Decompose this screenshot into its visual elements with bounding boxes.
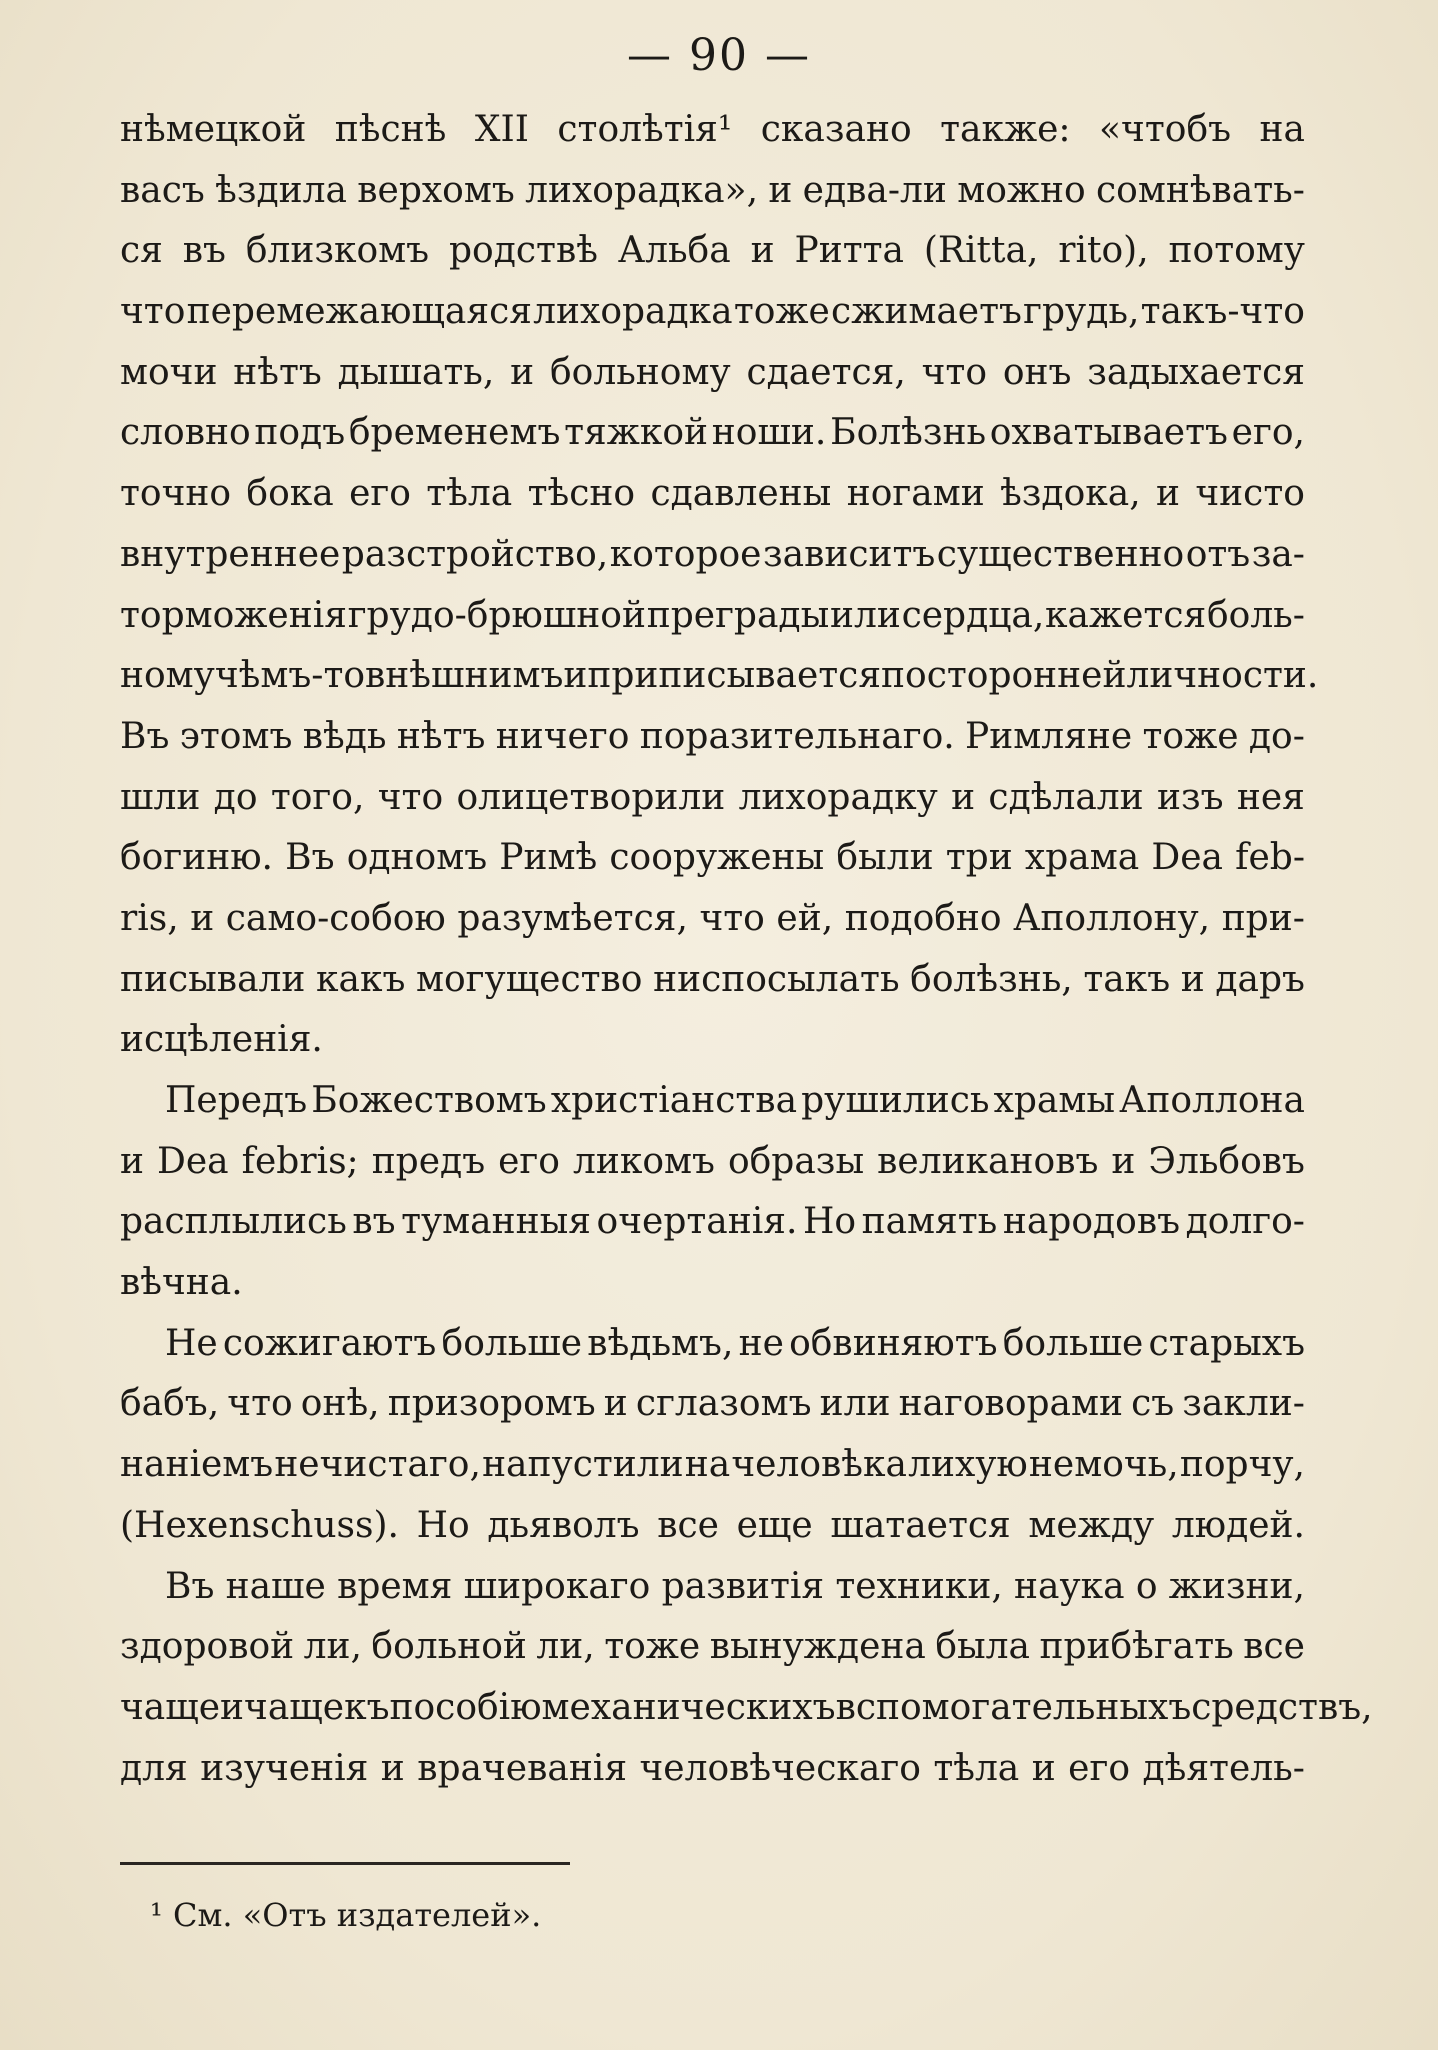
word: охватываетъ <box>989 412 1228 454</box>
word: подъ <box>254 412 346 454</box>
word: сомнѣвать- <box>1095 169 1305 211</box>
word: что <box>699 897 765 939</box>
word: могущество <box>415 958 643 1000</box>
word: васъ <box>120 169 205 211</box>
word: наніемъ <box>120 1444 274 1486</box>
word: предъ <box>371 1140 486 1182</box>
word: народовъ <box>1002 1201 1181 1243</box>
word: что <box>377 776 444 818</box>
word: о <box>1135 1565 1158 1607</box>
word: тоже <box>733 291 830 333</box>
word: нечистаго, <box>274 1444 481 1486</box>
word: боль- <box>1206 594 1305 636</box>
word: онѣ, <box>300 1383 380 1425</box>
word: нѣтъ <box>396 715 486 757</box>
text-line <box>120 1071 1305 1132</box>
word: ѣздока, <box>1000 473 1141 515</box>
text-line <box>120 889 1305 950</box>
word: столѣтія¹ <box>557 109 733 150</box>
word: ноши. <box>711 412 827 454</box>
word: олицетворили <box>456 776 726 818</box>
word: даръ <box>1215 958 1305 1000</box>
word: Римляне <box>965 715 1133 757</box>
text-line <box>120 950 1305 1011</box>
text-line <box>120 1496 1305 1557</box>
text-line <box>120 1435 1305 1496</box>
word: сдѣлали <box>988 776 1144 818</box>
word: вѣдьмъ, <box>587 1322 734 1364</box>
word: закли- <box>1182 1383 1305 1425</box>
word: на <box>684 1444 731 1486</box>
word: задыхается <box>1087 351 1305 393</box>
word: этомъ <box>179 715 293 757</box>
text-line <box>120 403 1305 464</box>
word: сооружены <box>609 837 825 879</box>
text-line <box>120 768 1305 829</box>
text-line <box>120 343 1305 404</box>
word: сдается, <box>746 351 906 393</box>
word: и <box>563 655 588 697</box>
word: кажется <box>1045 594 1207 636</box>
word: больной <box>371 1626 527 1668</box>
word: техники, <box>835 1565 1003 1607</box>
word: порчу, <box>1179 1444 1305 1486</box>
word: или <box>819 1383 891 1425</box>
word: нѣмецкой <box>120 109 307 150</box>
word: личности. <box>1126 655 1319 697</box>
word: Въ <box>165 1565 215 1607</box>
word: зависитъ <box>762 533 936 575</box>
word: внутреннее <box>120 533 341 575</box>
word: вынуждена <box>709 1626 926 1668</box>
word: къ <box>344 1686 390 1728</box>
word: храма <box>1024 837 1140 879</box>
word: что <box>227 1383 293 1425</box>
word: словно <box>120 412 251 454</box>
page-number: — 90 — <box>627 30 811 81</box>
word: христіанства <box>550 1080 798 1121</box>
word: разумѣется, <box>457 897 688 939</box>
word: для <box>120 1747 188 1789</box>
word: исцѣленія. <box>120 1019 323 1061</box>
word: можно <box>957 169 1086 211</box>
text-line <box>120 1010 1305 1071</box>
word: едва-ли <box>802 169 947 211</box>
text-line <box>120 1374 1305 1435</box>
text-line <box>120 1192 1305 1253</box>
word: до <box>213 776 258 818</box>
word: туманныя <box>401 1201 591 1243</box>
word: бременемъ <box>348 412 561 454</box>
word: шатается <box>830 1504 1011 1546</box>
word: широкаго <box>463 1565 651 1607</box>
word: изъ <box>1156 776 1224 818</box>
word: что <box>120 291 186 333</box>
word: его, <box>1231 412 1305 454</box>
word: верхомъ <box>357 169 515 211</box>
word: тѣсно <box>527 473 636 515</box>
word: Не <box>165 1322 218 1364</box>
word: мочи <box>120 351 218 393</box>
word: и <box>750 230 775 272</box>
word: и <box>220 1686 245 1728</box>
word: лихорадку <box>738 776 938 818</box>
text-line <box>120 1253 1305 1314</box>
text-line <box>120 646 1319 707</box>
word: сглазомъ <box>635 1383 812 1425</box>
word: Ритта <box>794 230 904 272</box>
word: старыхъ <box>1148 1322 1305 1364</box>
word: чаще <box>244 1686 345 1728</box>
word: и <box>951 776 976 818</box>
text-line <box>120 161 1305 222</box>
word: шли <box>120 776 201 818</box>
word: напустили <box>482 1444 684 1486</box>
word: Римѣ <box>499 837 598 879</box>
word: наше <box>225 1565 326 1607</box>
word: бока <box>246 473 334 515</box>
word: Аполлону, <box>1013 897 1211 939</box>
word: ничего <box>495 715 630 757</box>
word: потому <box>1168 230 1305 272</box>
word: болѣзнь, <box>910 958 1073 1000</box>
word: сжимаетъ <box>831 291 1022 333</box>
word: дѣятель- <box>1142 1747 1305 1789</box>
word: была <box>935 1626 1030 1668</box>
word: призоромъ <box>387 1383 596 1425</box>
word: ѣздила <box>215 169 347 211</box>
word: чаще <box>120 1686 221 1728</box>
word: пособію <box>389 1686 542 1728</box>
word: Аполлона <box>1119 1080 1305 1121</box>
word: и <box>1156 473 1181 515</box>
word: точно <box>120 473 232 515</box>
word: развитія <box>661 1565 825 1607</box>
text-line <box>120 525 1305 586</box>
word: средствъ, <box>1191 1686 1373 1728</box>
word: одномъ <box>346 837 488 879</box>
word: грудь, <box>1023 291 1140 333</box>
word: три <box>945 837 1013 879</box>
word: дышать, <box>337 351 495 393</box>
word: при- <box>1221 897 1305 939</box>
text-line <box>120 100 1305 161</box>
word: все <box>1243 1626 1305 1668</box>
word: разстройство, <box>341 533 609 575</box>
word: за- <box>1251 533 1305 575</box>
word: преграды <box>646 594 830 636</box>
word: храмы <box>993 1080 1116 1121</box>
word: Но <box>416 1504 470 1546</box>
text-line <box>120 707 1305 768</box>
word: наука <box>1014 1565 1125 1607</box>
word: такъ <box>1083 958 1171 1000</box>
body-text <box>120 100 1373 1799</box>
word: febris; <box>241 1140 359 1182</box>
word: не <box>738 1322 784 1364</box>
text-line <box>120 1617 1305 1678</box>
text-line <box>120 464 1305 525</box>
word: и <box>768 169 793 211</box>
word: его <box>498 1140 560 1182</box>
word: лихую <box>908 1444 1028 1486</box>
word: Болѣзнь <box>830 412 987 454</box>
word: подобно <box>844 897 1002 939</box>
word: Въ <box>120 715 170 757</box>
word: ному <box>120 655 215 697</box>
word: лихорадка <box>533 291 733 333</box>
word: механическихъ <box>541 1686 836 1728</box>
word: наговорами <box>898 1383 1123 1425</box>
word: и <box>120 1140 144 1182</box>
word: сдавлены <box>650 473 832 515</box>
word: изученія <box>200 1747 369 1789</box>
word: прибѣгать <box>1039 1626 1234 1668</box>
word: время <box>337 1565 453 1607</box>
word: въ <box>182 230 226 272</box>
word: Dea <box>1151 837 1223 879</box>
word: тоже <box>604 1626 701 1668</box>
word: ей, <box>776 897 834 939</box>
word: посторонней <box>881 655 1127 697</box>
word: и <box>1031 1747 1056 1789</box>
word: сожигаютъ <box>222 1322 437 1364</box>
word: лихорадка», <box>525 169 759 211</box>
word: какъ <box>316 958 406 1000</box>
word: тѣла <box>933 1747 1020 1789</box>
word: до- <box>1248 715 1305 757</box>
word: или <box>829 594 901 636</box>
word: того, <box>270 776 365 818</box>
word: и <box>1111 1140 1136 1182</box>
word: на <box>1259 109 1305 150</box>
text-line <box>120 828 1305 889</box>
word: Но <box>802 1201 857 1243</box>
word: нея <box>1236 776 1305 818</box>
word: расплылись <box>120 1201 347 1243</box>
word: (Hexenschuss). <box>120 1504 399 1546</box>
word: грудо-брюшной <box>347 594 646 636</box>
word: больше <box>441 1322 583 1364</box>
word: ниспосылать <box>653 958 900 1000</box>
word: и <box>603 1383 628 1425</box>
text-line <box>120 1557 1305 1618</box>
word: еще <box>736 1504 813 1546</box>
word: тоже <box>1142 715 1239 757</box>
word: больше <box>1002 1322 1144 1364</box>
word: приписывается <box>587 655 882 697</box>
word: рушились <box>801 1080 990 1121</box>
word: «чтобъ <box>1099 109 1232 150</box>
text-line <box>120 586 1305 647</box>
word: ли, <box>303 1626 362 1668</box>
word: сердца, <box>901 594 1045 636</box>
word: были <box>836 837 934 879</box>
word: XII <box>474 109 529 150</box>
word: поразительнаго. <box>639 715 955 757</box>
word: что <box>921 351 987 393</box>
word: писывали <box>120 958 306 1000</box>
word: онъ <box>1002 351 1072 393</box>
word: rito), <box>1058 230 1149 272</box>
word: ris, <box>120 897 179 939</box>
word: память <box>861 1201 998 1243</box>
word: человѣческаго <box>639 1747 921 1789</box>
word: очертанія. <box>596 1201 798 1243</box>
text-line <box>120 221 1305 282</box>
word: вспомогательныхъ <box>835 1686 1192 1728</box>
footnote: ¹ См. «Отъ издателей». <box>150 1896 542 1934</box>
word: его <box>349 473 411 515</box>
word: и <box>190 897 215 939</box>
word: и <box>380 1747 405 1789</box>
word: между <box>1028 1504 1155 1546</box>
word: и <box>510 351 535 393</box>
word: человѣка <box>731 1444 907 1486</box>
word: внѣшнимъ <box>365 655 564 697</box>
word: ли, <box>536 1626 595 1668</box>
word: которое <box>609 533 762 575</box>
word: дьяволъ <box>487 1504 640 1546</box>
word: Эльбовъ <box>1148 1140 1305 1182</box>
text-line <box>120 1739 1305 1800</box>
word: образы <box>727 1140 865 1182</box>
word: больному <box>549 351 731 393</box>
word: богиню. <box>120 837 273 879</box>
word: долго- <box>1185 1201 1305 1243</box>
word: (Ritta, <box>923 230 1039 272</box>
text-line <box>120 1132 1305 1193</box>
word: перемежающаяся <box>186 291 532 333</box>
word: ликомъ <box>572 1140 715 1182</box>
footnote-rule <box>120 1862 570 1865</box>
word: родствѣ <box>448 230 598 272</box>
word: тѣла <box>426 473 513 515</box>
word: и <box>1180 958 1205 1000</box>
word: вѣдь <box>302 715 387 757</box>
word: Передъ <box>165 1080 308 1121</box>
word: существенно <box>936 533 1185 575</box>
word: чисто <box>1195 473 1305 515</box>
text-line <box>120 1314 1305 1375</box>
word: ся <box>120 230 163 272</box>
word: Dea <box>157 1140 229 1182</box>
word: пѣснѣ <box>334 109 447 150</box>
text-line <box>120 282 1305 343</box>
text-line <box>120 1678 1373 1739</box>
word: все <box>657 1504 719 1546</box>
word: ногами <box>846 473 985 515</box>
word: feb- <box>1235 837 1305 879</box>
word: съ <box>1131 1383 1175 1425</box>
word: чѣмъ-то <box>214 655 366 697</box>
word: жизни, <box>1168 1565 1305 1607</box>
word: отъ <box>1185 533 1251 575</box>
word: такъ-что <box>1140 291 1305 333</box>
word: вѣчна. <box>120 1262 243 1304</box>
word: его <box>1068 1747 1130 1789</box>
word: людей. <box>1171 1504 1305 1546</box>
word: нѣтъ <box>233 351 322 393</box>
word: врачеванія <box>417 1747 628 1789</box>
word: бабъ, <box>120 1383 220 1425</box>
word: Въ <box>285 837 335 879</box>
word: само-собою <box>225 897 446 939</box>
word: также: <box>940 109 1071 150</box>
word: здоровой <box>120 1626 295 1668</box>
word: въ <box>352 1201 396 1243</box>
word: обвиняютъ <box>789 1322 998 1364</box>
word: Божествомъ <box>311 1080 547 1121</box>
word: немочь, <box>1028 1444 1179 1486</box>
word: великановъ <box>877 1140 1099 1182</box>
word: близкомъ <box>245 230 430 272</box>
word: тяжкой <box>564 412 709 454</box>
word: Альба <box>617 230 731 272</box>
word: торможенія <box>120 594 347 636</box>
word: сказано <box>760 109 912 150</box>
